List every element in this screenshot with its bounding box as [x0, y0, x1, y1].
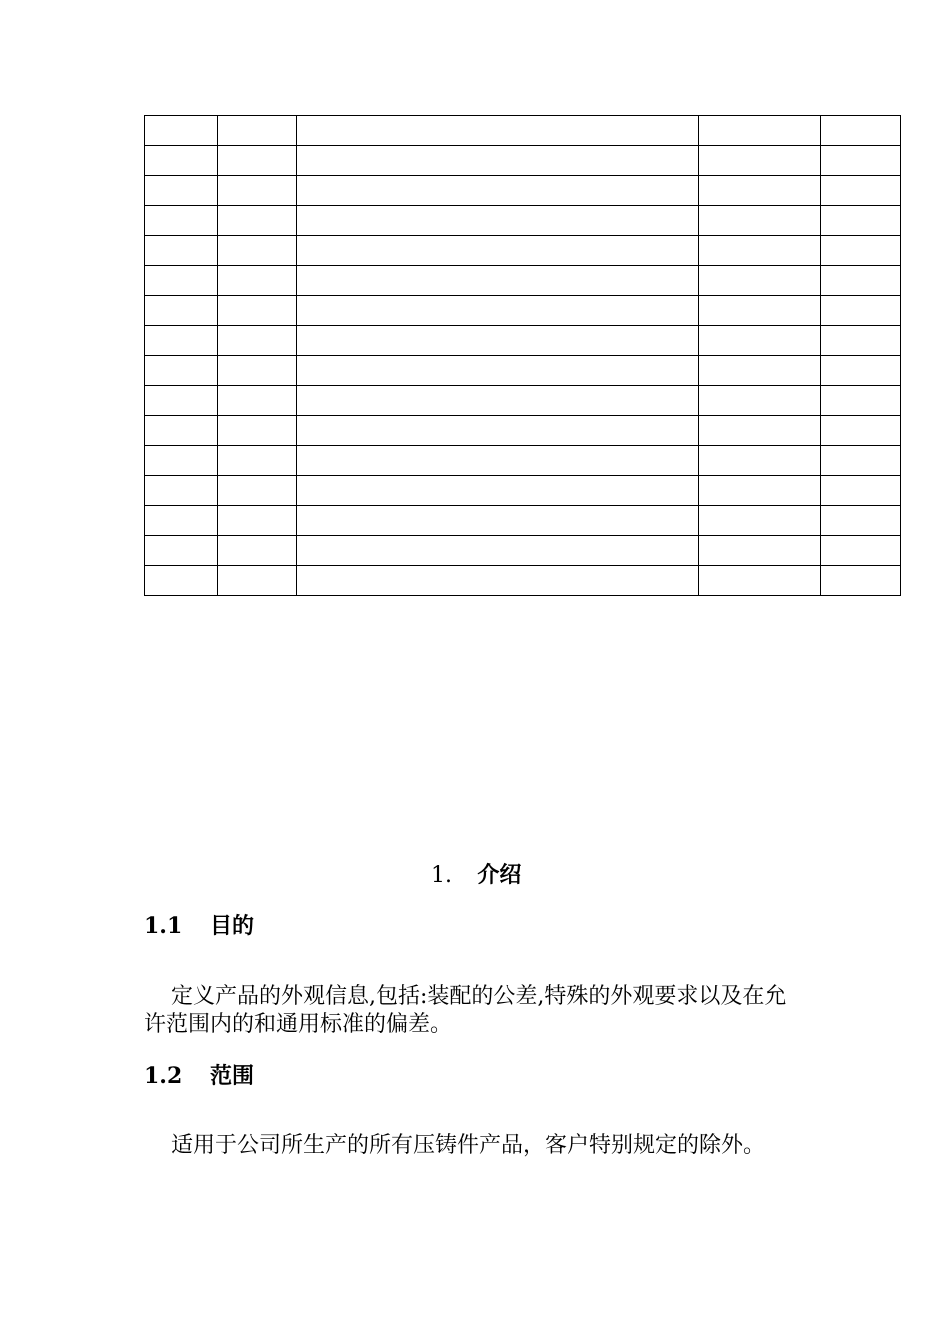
scope-paragraph: 适用于公司所生产的所有压铸件产品，客户特别规定的除外。 [171, 1133, 766, 1158]
table-row [145, 116, 901, 146]
table-cell [218, 116, 297, 146]
table-cell [699, 116, 821, 146]
subsection-title: 范围 [210, 1063, 255, 1089]
table-row [145, 446, 901, 476]
table-cell [699, 296, 821, 326]
table-cell [218, 236, 297, 266]
table-row [145, 176, 901, 206]
table-cell [821, 116, 901, 146]
purpose-paragraph: 定义产品的外观信息,包括:装配的公差,特殊的外观要求以及在允许范围内的和通用标准的偏差。 [144, 984, 787, 1037]
table-cell [218, 146, 297, 176]
table-cell [821, 476, 901, 506]
subsection-title: 目的 [210, 913, 255, 939]
revision-table [144, 115, 901, 596]
table-cell [297, 146, 699, 176]
table-cell [699, 146, 821, 176]
table-cell [699, 206, 821, 236]
table-row [145, 356, 901, 386]
table-cell [145, 146, 218, 176]
table-cell [297, 506, 699, 536]
table-cell [218, 476, 297, 506]
table-cell [297, 266, 699, 296]
subsection-number: 1.1 [144, 913, 183, 939]
table-row [145, 416, 901, 446]
table-cell [145, 356, 218, 386]
subsection-heading-purpose [144, 915, 254, 937]
table-cell [145, 536, 218, 566]
table-cell [297, 206, 699, 236]
table-row [145, 326, 901, 356]
table-cell [699, 536, 821, 566]
table-cell [218, 206, 297, 236]
table-row [145, 506, 901, 536]
table-cell [699, 176, 821, 206]
table-cell [699, 326, 821, 356]
table-cell [218, 416, 297, 446]
table-cell [821, 326, 901, 356]
table-cell [821, 206, 901, 236]
table-cell [297, 176, 699, 206]
table-cell [218, 536, 297, 566]
table-cell [297, 236, 699, 266]
table-cell [699, 476, 821, 506]
table-cell [145, 296, 218, 326]
table-cell [297, 536, 699, 566]
table-cell [821, 506, 901, 536]
table-cell [297, 116, 699, 146]
table-cell [297, 296, 699, 326]
table-row [145, 146, 901, 176]
table-row [145, 476, 901, 506]
table-cell [145, 236, 218, 266]
table-cell [218, 296, 297, 326]
table-cell [821, 446, 901, 476]
table-cell [699, 446, 821, 476]
table-row [145, 236, 901, 266]
table-cell [821, 356, 901, 386]
table-row [145, 386, 901, 416]
table-cell [297, 326, 699, 356]
table-cell [821, 266, 901, 296]
table-cell [218, 266, 297, 296]
table-row [145, 536, 901, 566]
table-cell [145, 506, 218, 536]
table-cell [218, 356, 297, 386]
table-cell [821, 536, 901, 566]
table-cell [145, 566, 218, 596]
table-cell [699, 566, 821, 596]
table-cell [218, 176, 297, 206]
section-heading [431, 864, 521, 887]
table-cell [699, 356, 821, 386]
table-cell [297, 446, 699, 476]
revision-table-body [145, 116, 901, 596]
table-row [145, 566, 901, 596]
section-title: 介绍 [477, 862, 522, 888]
table-cell [145, 176, 218, 206]
table-cell [145, 206, 218, 236]
table-cell [297, 476, 699, 506]
table-cell [145, 416, 218, 446]
table-cell [699, 266, 821, 296]
table-cell [218, 566, 297, 596]
table-cell [145, 386, 218, 416]
table-cell [297, 386, 699, 416]
subsection-heading-scope [144, 1065, 254, 1087]
subsection-number: 1.2 [144, 1063, 183, 1089]
section-number: 1. [431, 863, 452, 888]
table-cell [297, 416, 699, 446]
table-cell [821, 386, 901, 416]
table-cell [145, 266, 218, 296]
table-cell [821, 566, 901, 596]
table-cell [145, 116, 218, 146]
table-cell [218, 506, 297, 536]
table-cell [218, 326, 297, 356]
table-cell [821, 176, 901, 206]
table-row [145, 296, 901, 326]
table-cell [699, 416, 821, 446]
table-row [145, 266, 901, 296]
table-cell [297, 356, 699, 386]
table-cell [699, 506, 821, 536]
table-row [145, 206, 901, 236]
table-cell [145, 476, 218, 506]
table-cell [821, 236, 901, 266]
table-cell [297, 566, 699, 596]
table-cell [218, 386, 297, 416]
table-cell [821, 146, 901, 176]
table-cell [699, 236, 821, 266]
table-cell [821, 296, 901, 326]
table-cell [145, 326, 218, 356]
table-cell [821, 416, 901, 446]
table-cell [699, 386, 821, 416]
table-cell [145, 446, 218, 476]
table-cell [218, 446, 297, 476]
